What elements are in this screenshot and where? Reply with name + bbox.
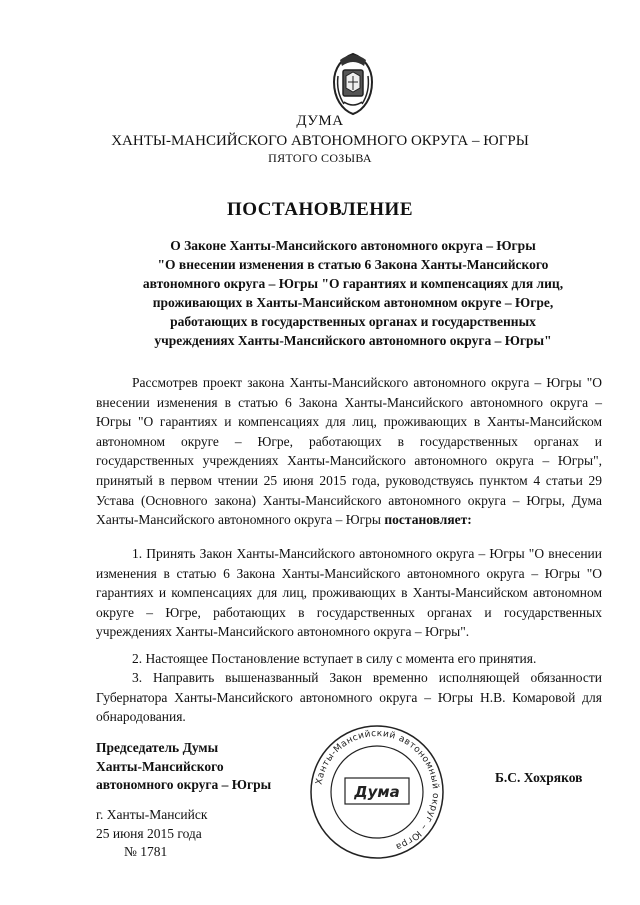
document-title: ПОСТАНОВЛЕНИЕ — [226, 199, 414, 220]
preamble-text: Рассмотрев проект закона Ханты-Мансийского автономного округа – Югры "О внесении изменения в статью 6 Закона Ханты-Мансийского автономного округа – Югры "О гарантиях и компенсациях для лиц, проживающих в Ханты-Мансийском автономном округе – Югре, работающих в государственных органах и государственных учреждениях Ханты-Мансийского автономного округа – Югры", принятый в первом чтении 25 июня 2015 года, руководствуясь пунктом 4 статьи 29 Устава (Основного закона) Ханты-Мансийского автономного округа – Югры, Дума Ханты-Мансийского автономного округа – Югры — [96, 375, 602, 528]
footer-city: г. Ханты-Мансийск — [96, 807, 208, 822]
subject-line: "О внесении изменения в статью 6 Закона Ханты-Мансийского — [157, 257, 549, 272]
signatory-position-line: автономного округа – Югры — [96, 777, 272, 792]
official-seal-stamp — [307, 722, 447, 862]
issuer-name: ДУМА — [296, 113, 344, 129]
subject-line: автономного округа – Югры "О гарантиях и компенсациях для лиц, — [142, 276, 564, 291]
subject-line: О Законе Ханты-Мансийского автономного округа – Югры — [170, 238, 536, 253]
resolution-item-2: 2. Настоящее Постановление вступает в силу с момента его принятия. — [132, 651, 537, 666]
document-subject — [118, 236, 588, 350]
signatory-position-line: Председатель Думы — [96, 740, 219, 755]
subject-line: работающих в государственных органах и государственных — [170, 314, 536, 329]
resolution-item-3: 3. Направить вышеназванный Закон временно исполняющей обязанности Губернатора Ханты-Мансийского автономного округа – Югры Н.В. Комаровой для обнародования. — [96, 670, 602, 725]
resolves-word: постановляет: — [384, 512, 472, 528]
document-footer — [96, 806, 207, 862]
footer-date: 25 июня 2015 года — [96, 825, 202, 841]
subject-line: учреждениях Ханты-Мансийского автономного округа – Югры" — [154, 333, 552, 348]
seal-center-text: Дума — [354, 783, 400, 801]
issuer-convocation: ПЯТОГО СОЗЫВА — [268, 151, 372, 165]
coat-of-arms-emblem — [328, 52, 378, 116]
signatory-position — [96, 739, 271, 795]
footer-number: № 1781 — [124, 844, 168, 859]
issuer-region: ХАНТЫ-МАНСИЙСКОГО АВТОНОМНОГО ОКРУГА – ЮГРЫ — [111, 133, 529, 149]
subject-line: проживающих в Ханты-Мансийском автономном округе – Югре, — [152, 295, 554, 310]
seal-ring-text: Ханты-Мансийский автономный округ – Югра — [314, 728, 441, 852]
resolution-item-1: 1. Принять Закон Ханты-Мансийского автономного округа – Югры "О внесении изменения в статью 6 Закона Ханты-Мансийского автономного округа – Югры "О гарантиях и компенсациях для лиц, проживающих в Ханты-Мансийском автономном округе – Югре, работающих в государственных органах и государственных учреждениях Ханты-Мансийского автономного округа – Югры". — [96, 546, 602, 640]
signatory-position-line: Ханты-Мансийского — [96, 758, 224, 774]
preamble-paragraph — [96, 373, 602, 530]
signatory-name: Б.С. Хохряков — [495, 770, 583, 785]
